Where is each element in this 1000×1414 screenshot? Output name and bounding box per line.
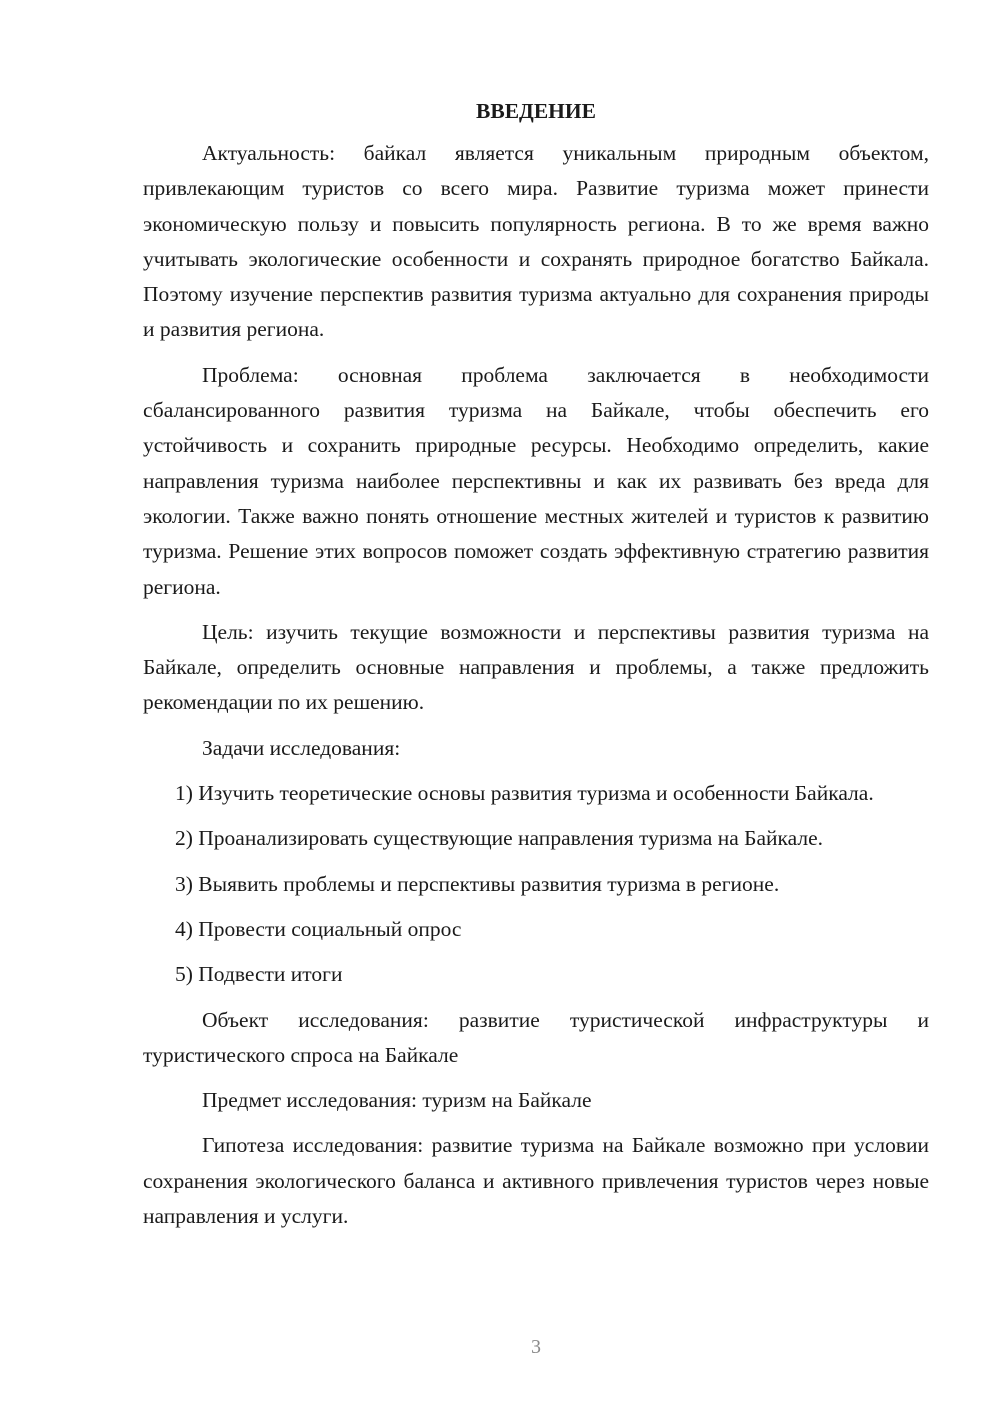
task-item-2: 2) Проанализировать существующие направления туризма на Байкале. [175,826,824,851]
task-item-3: 3) Выявить проблемы и перспективы развития туризма в регионе. [175,871,780,896]
tasks-heading: Задачи исследования: [202,735,401,760]
paragraph-hypothesis: Гипотеза исследования: развитие туризма на Байкале возможно при условии сохранения экологического баланса и активного привлечения туристов через новые направления и услуги. [143,1133,929,1229]
task-item-4: 4) Провести социальный опрос [175,916,462,941]
page-title: ВВЕДЕНИЕ [476,99,596,123]
paragraph-relevance: Актуальность: байкал является уникальным природным объектом, привлекающим туристов со всего мира. Развитие туризма может принести экономическую пользу и повысить популярность региона. В то же время важно учитывать экологические особенности и сохранять природное богатство Байкала. Поэтому изучение перспектив развития туризма актуально для сохранения природы и развития региона. [143,141,929,342]
paragraph-goal: Цель: изучить текущие возможности и перспективы развития туризма на Байкале, определить основные направления и проблемы, а также предложить рекомендации по их решению. [143,619,929,715]
paragraph-subject: Предмет исследования: туризм на Байкале [202,1088,592,1113]
document-body [143,96,929,1244]
task-item-1: 1) Изучить теоретические основы развития туризма и особенности Байкала. [175,781,874,806]
page-number: 3 [531,1336,541,1358]
task-item-5: 5) Подвести итоги [175,962,343,987]
paragraph-object: Объект исследования: развитие туристической инфраструктуры и туристического спроса на Байкале [143,1007,929,1067]
paragraph-problem: Проблема: основная проблема заключается в необходимости сбалансированного развития туризма на Байкале, чтобы обеспечить его устойчивость и сохранить природные ресурсы. Необходимо определить, какие направления туризма наиболее перспективны и как их развивать без вреда для экологии. Также важно понять отношение местных жителей и туристов к развитию туризма. Решение этих вопросов поможет создать эффективную стратегию развития региона. [143,362,929,599]
